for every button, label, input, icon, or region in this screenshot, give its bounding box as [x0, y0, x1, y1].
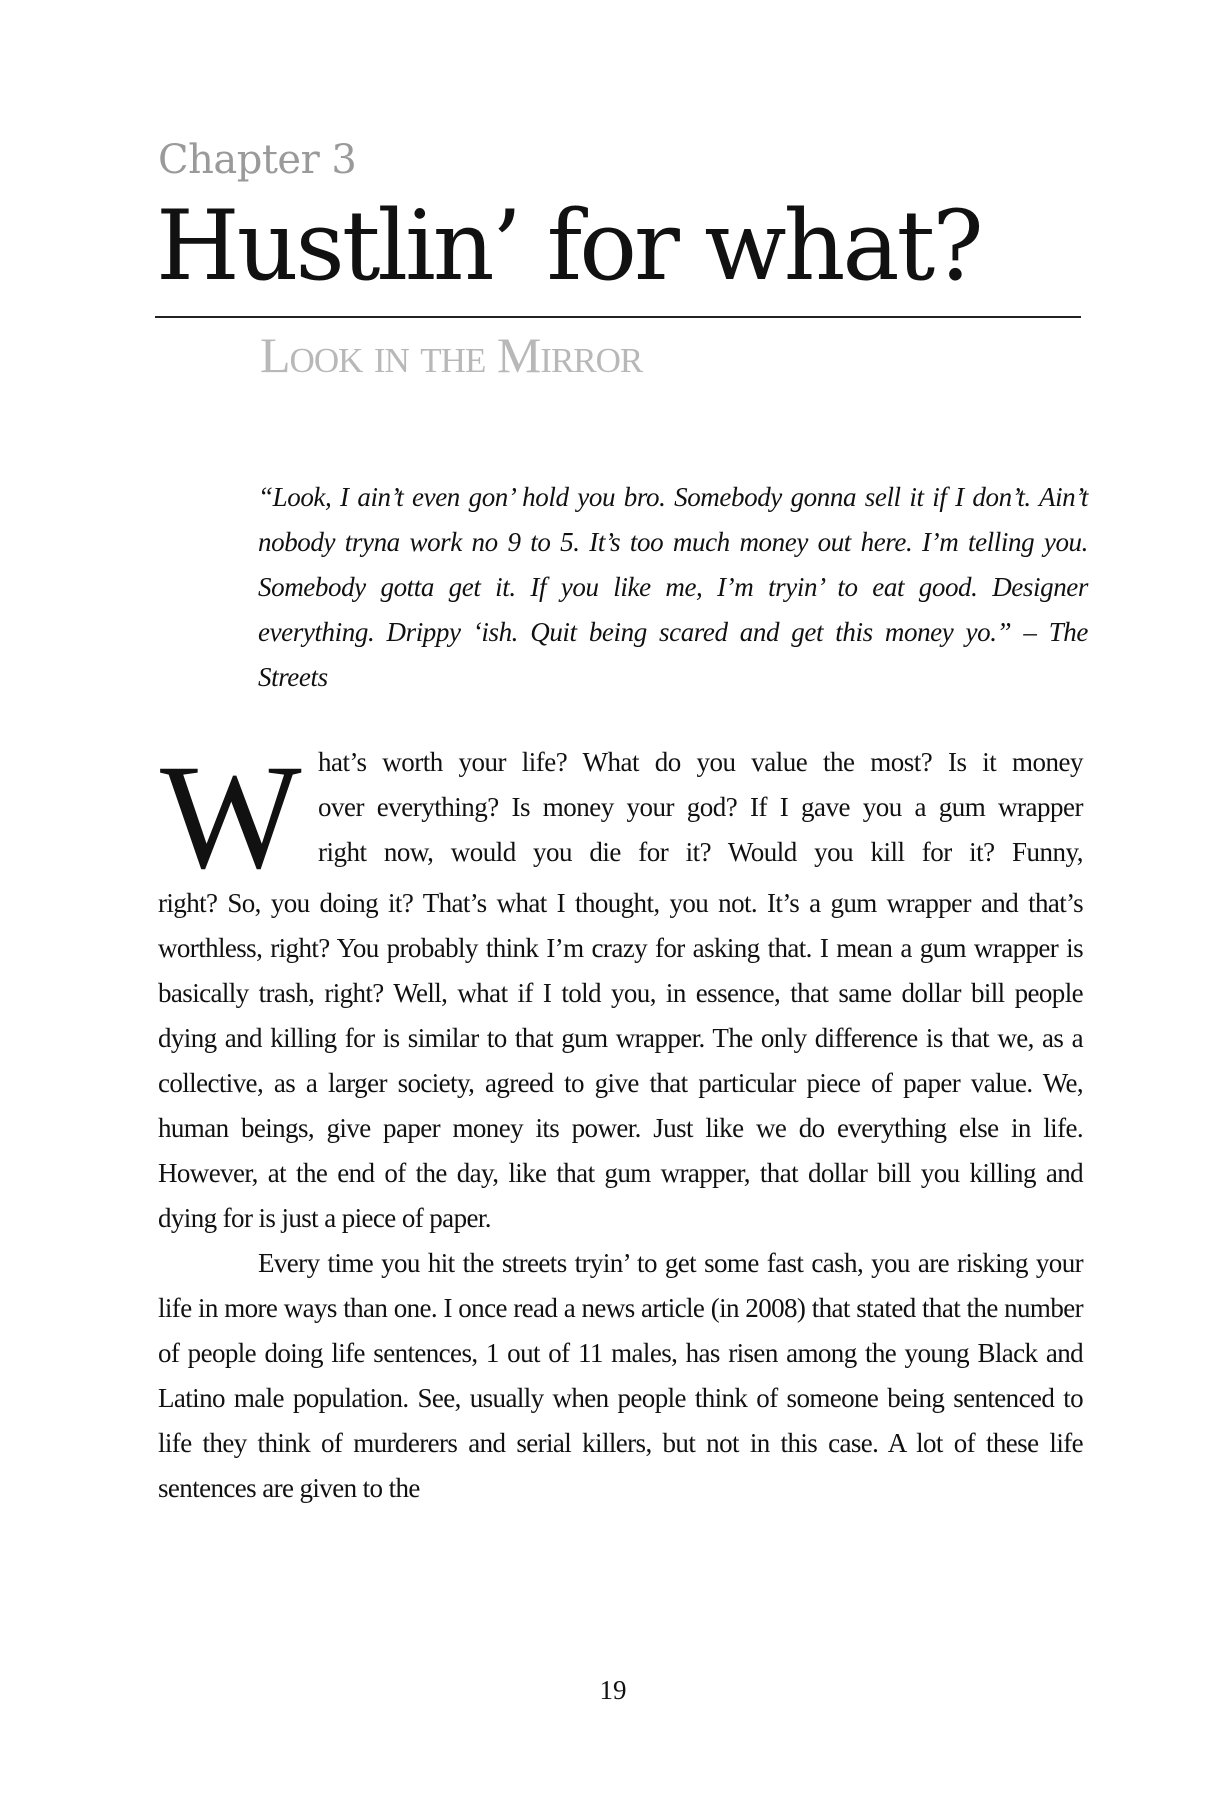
chapter-subtitle: Look in the Mirror	[260, 327, 643, 383]
epigraph-quote: “Look, I ain’t even gon’ hold you bro. Somebody gonna sell it if I don’t. Ain’t nobody tryna work no 9 to 5. It’s too much money out here. I’m telling you. Somebody gotta get it. If you like me, I’m tryin’ to eat good. Designer everything. Drippy ‘ish. Quit being scared and get this money yo.” – The Streets	[258, 482, 1088, 692]
page-number: 19	[599, 1675, 627, 1705]
dropcap-line-3: right now, would you die for it? Would you kill for it? Funny,	[318, 837, 1083, 867]
chapter-title: Hustlin’ for what?	[156, 190, 981, 302]
dropcap-line-1: hat’s worth your life? What do you value the most? Is it money	[318, 747, 1083, 777]
chapter-label: Chapter 3	[158, 137, 357, 183]
drop-cap: W	[160, 734, 302, 900]
dropcap-line-2: over everything? Is money your god? If I gave you a gum wrapper	[318, 792, 1083, 822]
paragraph-1-continuation: right? So, you doing it? That’s what I thought, you not. It’s a gum wrapper and that’s worthless, right? You probably think I’m crazy for asking that. I mean a gum wrapper is basically trash, right? Well, what if I told you, in essence, that same dollar bill people dying and killing for is similar to that gum wrapper. The only difference is that we, as a collective, as a larger society, agreed to give that particular piece of paper value. We, human beings, give paper money its power. Just like we do everything else in life. However, at the end of the day, like that gum wrapper, that dollar bill you killing and dying for is just a piece of paper.	[158, 888, 1083, 1233]
paragraph-2: Every time you hit the streets tryin’ to get some fast cash, you are risking your life in more ways than one. I once read a news article (in 2008) that stated that the number of people doing life sentences, 1 out of 11 males, has risen among the young Black and Latino male population. See, usually when people think of someone being sentenced to life they think of murderers and serial killers, but not in this case. A lot of these life sentences are given to the	[158, 1248, 1083, 1503]
body-text	[158, 881, 1083, 1511]
title-divider	[155, 316, 1081, 318]
